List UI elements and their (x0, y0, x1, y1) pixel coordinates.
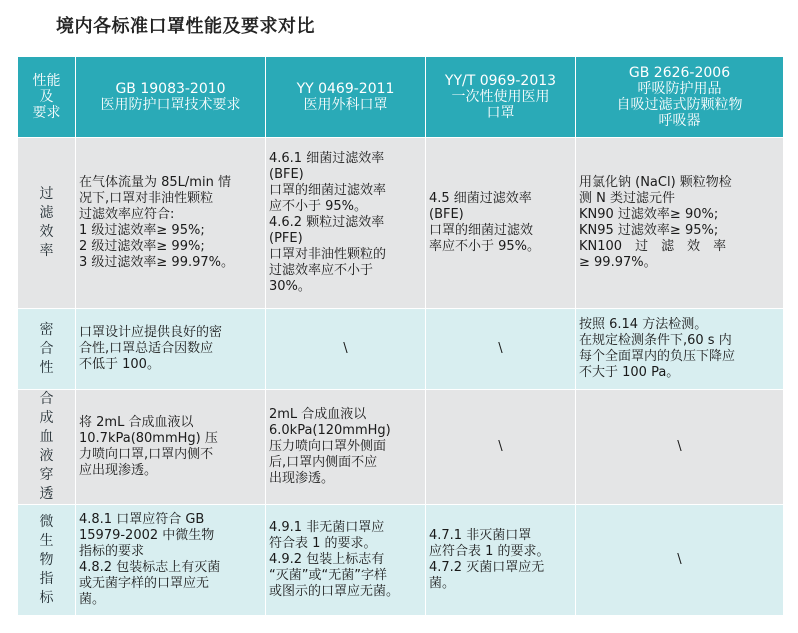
cell-line: 菌。 (79, 592, 106, 607)
row-label-char: 效 (39, 224, 54, 240)
cell-line: 率应不小于 95%。 (429, 239, 541, 254)
cell-line: 4.7.2 灭菌口罩应无 (429, 560, 545, 575)
cell-line: KN100 过 滤 效 率 (579, 239, 727, 254)
cell-line: (BFE) (269, 167, 304, 182)
cell-line: 测 N 类过滤元件 (579, 191, 675, 206)
row-label-char: 物 (39, 551, 54, 568)
header-line: 一次性使用医用 (451, 89, 550, 105)
header-line: 医用防护口罩技术要求 (100, 97, 241, 113)
table-row-microbial (18, 505, 784, 616)
header-yy0469 (266, 57, 426, 138)
table-cell (76, 309, 266, 390)
cell-line: 在气体流量为 85L/min 情 (79, 175, 231, 190)
cell-line: 应不小于 95%。 (269, 199, 368, 214)
header-corner-line: 要求 (32, 105, 61, 121)
row-label-filtration (18, 138, 76, 309)
row-label-char: 液 (39, 448, 54, 464)
cell-line: 6.0kPa(120mmHg) (269, 423, 391, 438)
cell-line: 口罩的细菌过滤效 (429, 223, 534, 238)
row-label-fit (18, 309, 76, 390)
cell-line: 口罩的细菌过滤效率 (269, 183, 387, 198)
row-label-char: 生 (39, 532, 54, 549)
cell-line: 3 级过滤效率≥ 99.97%。 (79, 255, 234, 270)
row-label-char: 指 (39, 570, 54, 587)
row-label-char: 穿 (39, 467, 54, 483)
cell-line: ≥ 99.97%。 (579, 255, 657, 270)
cell-line: 30%。 (269, 279, 311, 294)
table-cell (76, 505, 266, 616)
table-cell (576, 505, 784, 616)
table-cell (76, 138, 266, 309)
cell-line: “灭菌”或“无菌”字样 (269, 568, 387, 583)
row-label-char: 率 (39, 243, 54, 259)
cell-line: 后,口罩内侧面不应 (269, 455, 378, 470)
cell-line: 应符合表 1 的要求。 (429, 544, 550, 559)
cell-line: 过滤效率应符合: (79, 207, 175, 222)
header-line: YY/T 0969-2013 (444, 73, 557, 89)
cell-line: 应出现渗透。 (79, 463, 158, 478)
cell-line: 况下,口罩对非油性颗粒 (79, 191, 214, 206)
table-cell (576, 138, 784, 309)
cell-line: 力喷向口罩,口罩内侧不 (79, 447, 214, 462)
header-line: 医用外科口罩 (303, 97, 388, 113)
cell-line: \ (343, 341, 348, 356)
row-label-blood-penetration (18, 390, 76, 505)
cell-line: 4.6.2 颗粒过滤效率 (269, 215, 385, 230)
cell-line: 4.6.1 细菌过滤效率 (269, 151, 385, 166)
cell-line: 2mL 合成血液以 (269, 407, 367, 422)
cell-line: 4.9.1 非无菌口罩应 (269, 520, 385, 535)
table-cell (426, 390, 576, 505)
cell-line: 每个全面罩内的负压下降应 (579, 349, 736, 364)
header-gb2626 (576, 57, 784, 138)
header-line: 呼吸器 (658, 113, 701, 129)
cell-line: 2 级过滤效率≥ 99%; (79, 239, 205, 254)
cell-line: 用氯化钠 (NaCl) 颗粒物检 (579, 175, 732, 190)
header-line: GB 2626-2006 (628, 65, 731, 81)
row-label-char: 密 (39, 321, 54, 338)
cell-line: 符合表 1 的要求。 (269, 536, 377, 551)
header-line: 呼吸防护用品 (637, 81, 722, 97)
header-yyt0969 (426, 57, 576, 138)
cell-line: 4.9.2 包装上标志有 (269, 552, 385, 567)
row-label-char: 微 (39, 513, 54, 530)
cell-line: 指标的要求 (79, 544, 145, 559)
table-cell (266, 309, 426, 390)
header-line: 自吸过滤式防颗粒物 (616, 97, 743, 113)
row-label-char: 合 (39, 391, 54, 407)
table-cell (426, 138, 576, 309)
table-row-blood-penetration (18, 390, 784, 505)
cell-line: 出现渗透。 (269, 471, 335, 486)
table-row-fit (18, 309, 784, 390)
header-gb19083 (76, 57, 266, 138)
cell-line: 过滤效率应不小于 (269, 263, 374, 278)
table-cell (266, 505, 426, 616)
cell-line: \ (677, 552, 682, 567)
row-label-char: 性 (39, 359, 54, 376)
cell-line: 口罩对非油性颗粒的 (269, 247, 387, 262)
header-row (18, 57, 784, 138)
cell-line: 在规定检测条件下,60 s 内 (579, 333, 732, 348)
cell-line: 或无菌字样的口罩应无 (79, 576, 210, 591)
row-label-char: 过 (39, 186, 54, 202)
cell-line: \ (677, 439, 682, 454)
row-label-char: 标 (39, 589, 54, 606)
cell-line: (PFE) (269, 231, 303, 246)
table-cell (426, 505, 576, 616)
cell-line: 4.8.1 口罩应符合 GB (79, 512, 205, 527)
cell-line: KN95 过滤效率≥ 95%; (579, 223, 719, 238)
header-line: 口罩 (486, 105, 515, 121)
comparison-table (17, 56, 784, 616)
cell-line: 4.7.1 非灭菌口罩 (429, 528, 532, 543)
header-corner-line: 及 (39, 89, 54, 105)
table-cell (76, 390, 266, 505)
row-label-char: 成 (39, 410, 54, 426)
table-cell (426, 309, 576, 390)
cell-line: (BFE) (429, 207, 464, 222)
cell-line: 将 2mL 合成血液以 (79, 415, 194, 430)
header-line: YY 0469-2011 (296, 81, 395, 97)
row-label-char: 合 (39, 340, 54, 357)
row-label-char: 滤 (39, 205, 54, 221)
cell-line: 不低于 100。 (79, 357, 160, 372)
cell-line: 4.8.2 包装标志上有灭菌 (79, 560, 221, 575)
cell-line: 压力喷向口罩外侧面 (269, 439, 387, 454)
table-cell (576, 390, 784, 505)
table-row-filtration (18, 138, 784, 309)
page-title: 境内各标准口罩性能及要求对比 (56, 16, 315, 37)
header-corner (18, 57, 76, 138)
row-label-microbial (18, 505, 76, 616)
table-cell (266, 390, 426, 505)
row-label-char: 透 (39, 486, 54, 502)
cell-line: 或图示的口罩应无菌。 (269, 584, 400, 599)
cell-line: 15979-2002 中微生物 (79, 528, 215, 543)
cell-line: \ (498, 439, 503, 454)
table-cell (266, 138, 426, 309)
cell-line: 4.5 细菌过滤效率 (429, 191, 532, 206)
cell-line: 10.7kPa(80mmHg) 压 (79, 431, 218, 446)
cell-line: \ (498, 341, 503, 356)
table-cell (576, 309, 784, 390)
cell-line: KN90 过滤效率≥ 90%; (579, 207, 719, 222)
header-line: GB 19083-2010 (115, 81, 226, 97)
cell-line: 菌。 (429, 576, 456, 591)
cell-line: 1 级过滤效率≥ 95%; (79, 223, 205, 238)
cell-line: 不大于 100 Pa。 (579, 365, 680, 380)
cell-line: 合性,口罩总适合因数应 (79, 341, 214, 356)
cell-line: 按照 6.14 方法检测。 (579, 317, 708, 332)
row-label-char: 血 (39, 429, 54, 445)
cell-line: 口罩设计应提供良好的密 (79, 325, 223, 340)
header-corner-line: 性能 (32, 73, 61, 89)
